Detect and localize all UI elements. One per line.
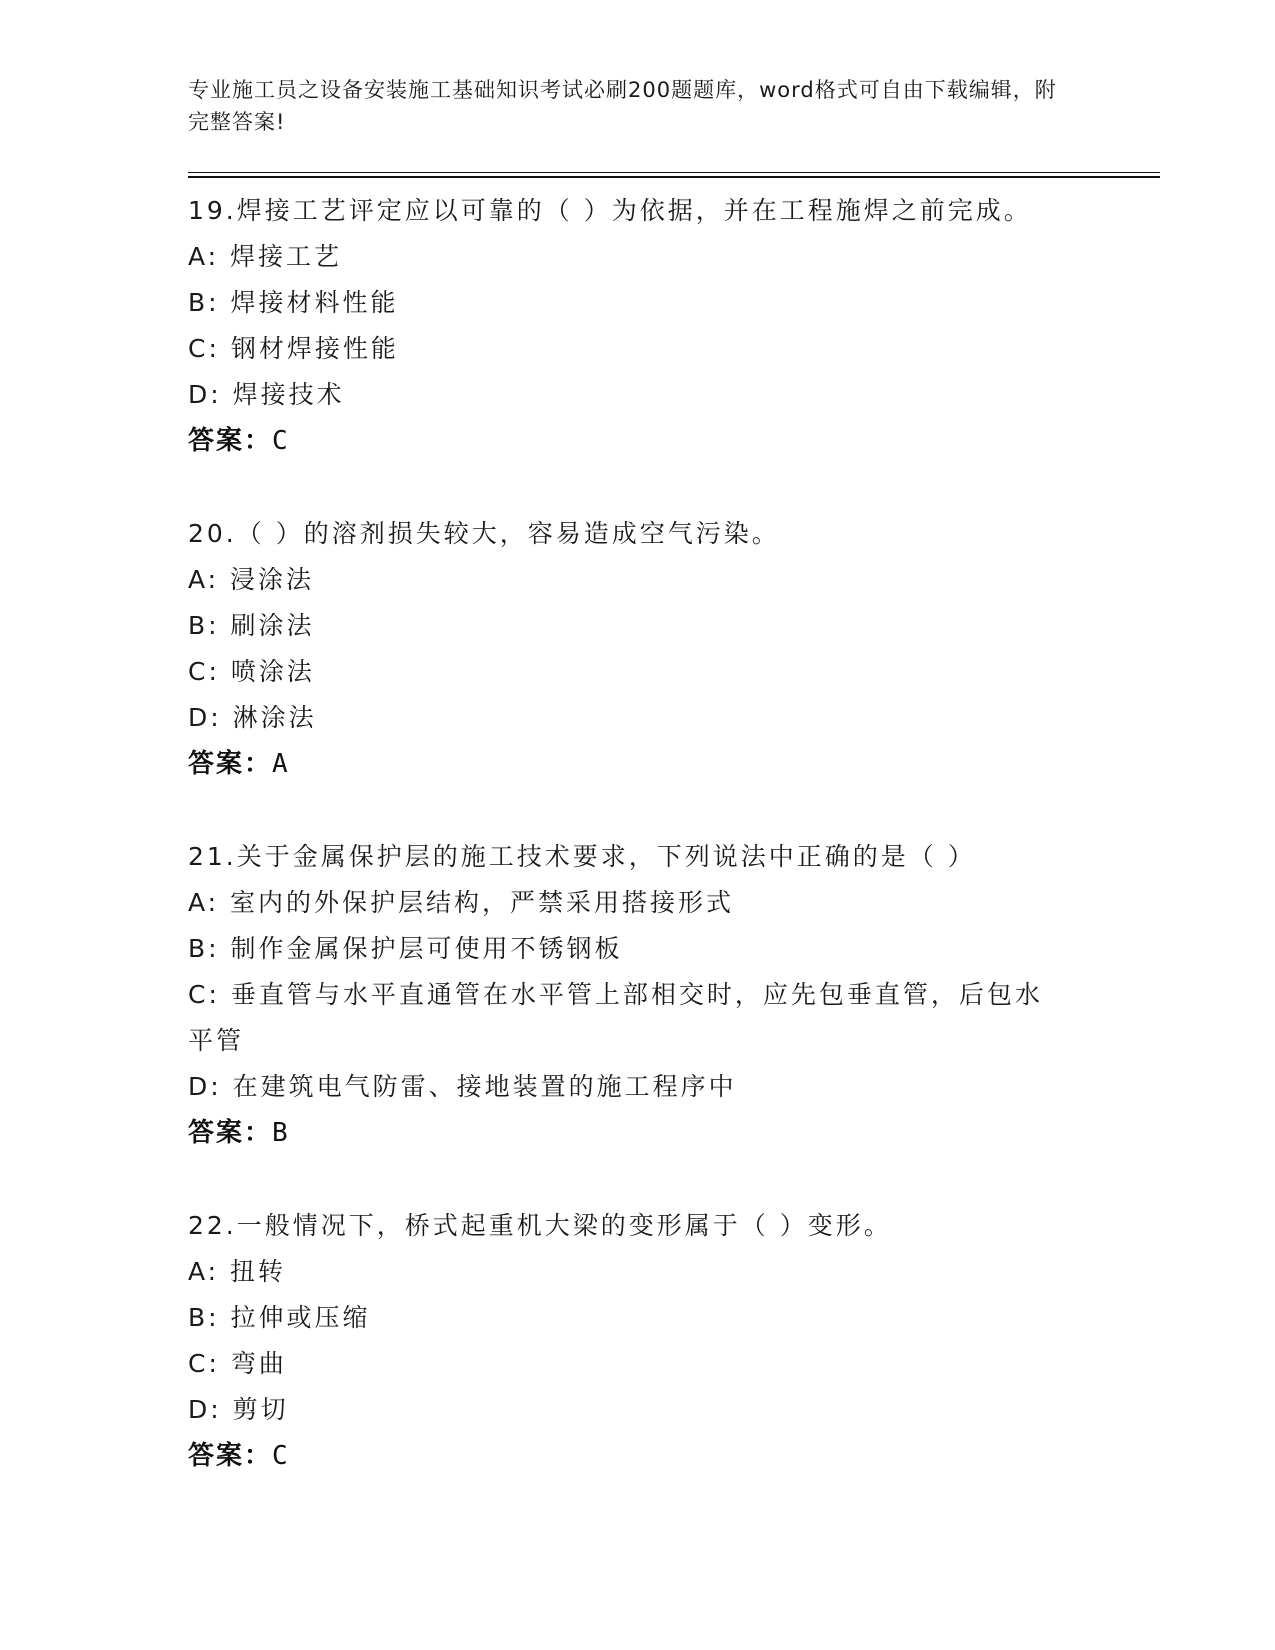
option-d: D: 在建筑电气防雷、接地装置的施工程序中 bbox=[188, 1072, 737, 1101]
question-stem: 22.一般情况下，桥式起重机大梁的变形属于（ ）变形。 bbox=[188, 1211, 892, 1240]
answer-line bbox=[188, 418, 1088, 464]
option-a: A: 室内的外保护层结构，严禁采用搭接形式 bbox=[188, 888, 735, 917]
answer-value: B bbox=[272, 1118, 290, 1148]
option-c: C: 弯曲 bbox=[188, 1349, 287, 1378]
option-d: D: 淋涂法 bbox=[188, 703, 317, 732]
answer-label: 答案： bbox=[188, 426, 273, 456]
answer-line bbox=[188, 741, 1088, 787]
option-d: D: 焊接技术 bbox=[188, 380, 345, 409]
option-d: D: 剪切 bbox=[188, 1395, 289, 1424]
option-b: B: 刷涂法 bbox=[188, 611, 315, 640]
option-b: B: 拉伸或压缩 bbox=[188, 1303, 371, 1332]
question-stem: 21.关于金属保护层的施工技术要求，下列说法中正确的是（ ） bbox=[188, 842, 976, 871]
header-divider-top bbox=[188, 172, 1160, 173]
option-a: A: 焊接工艺 bbox=[188, 242, 343, 271]
option-c: C: 钢材焊接性能 bbox=[188, 334, 399, 363]
answer-value: C bbox=[272, 1441, 290, 1471]
answer-label: 答案： bbox=[188, 1118, 273, 1148]
option-b: B: 制作金属保护层可使用不锈钢板 bbox=[188, 934, 623, 963]
document-header: 专业施工员之设备安装施工基础知识考试必刷200题题库，word格式可自由下载编辑，附完整答案! bbox=[188, 78, 1057, 134]
option-a: A: 浸涂法 bbox=[188, 565, 315, 594]
answer-label: 答案： bbox=[188, 1441, 273, 1471]
question-21 bbox=[188, 834, 1088, 1156]
option-b: B: 焊接材料性能 bbox=[188, 288, 399, 317]
option-c: C: 喷涂法 bbox=[188, 657, 315, 686]
question-stem: 19.焊接工艺评定应以可靠的（ ）为依据，并在工程施焊之前完成。 bbox=[188, 196, 1032, 225]
question-list bbox=[188, 188, 1088, 1526]
answer-value: C bbox=[272, 426, 290, 456]
answer-value: A bbox=[272, 749, 290, 779]
answer-line bbox=[188, 1110, 1088, 1156]
header-divider-bottom bbox=[188, 176, 1160, 178]
question-stem: 20.（ ）的溶剂损失较大，容易造成空气污染。 bbox=[188, 519, 780, 548]
answer-line bbox=[188, 1433, 1088, 1479]
question-22 bbox=[188, 1203, 1088, 1479]
option-a: A: 扭转 bbox=[188, 1257, 287, 1286]
answer-label: 答案： bbox=[188, 749, 273, 779]
option-c: C: 垂直管与水平直通管在水平管上部相交时，应先包垂直管，后包水平管 bbox=[188, 980, 1043, 1055]
question-19 bbox=[188, 188, 1088, 464]
question-20 bbox=[188, 511, 1088, 787]
